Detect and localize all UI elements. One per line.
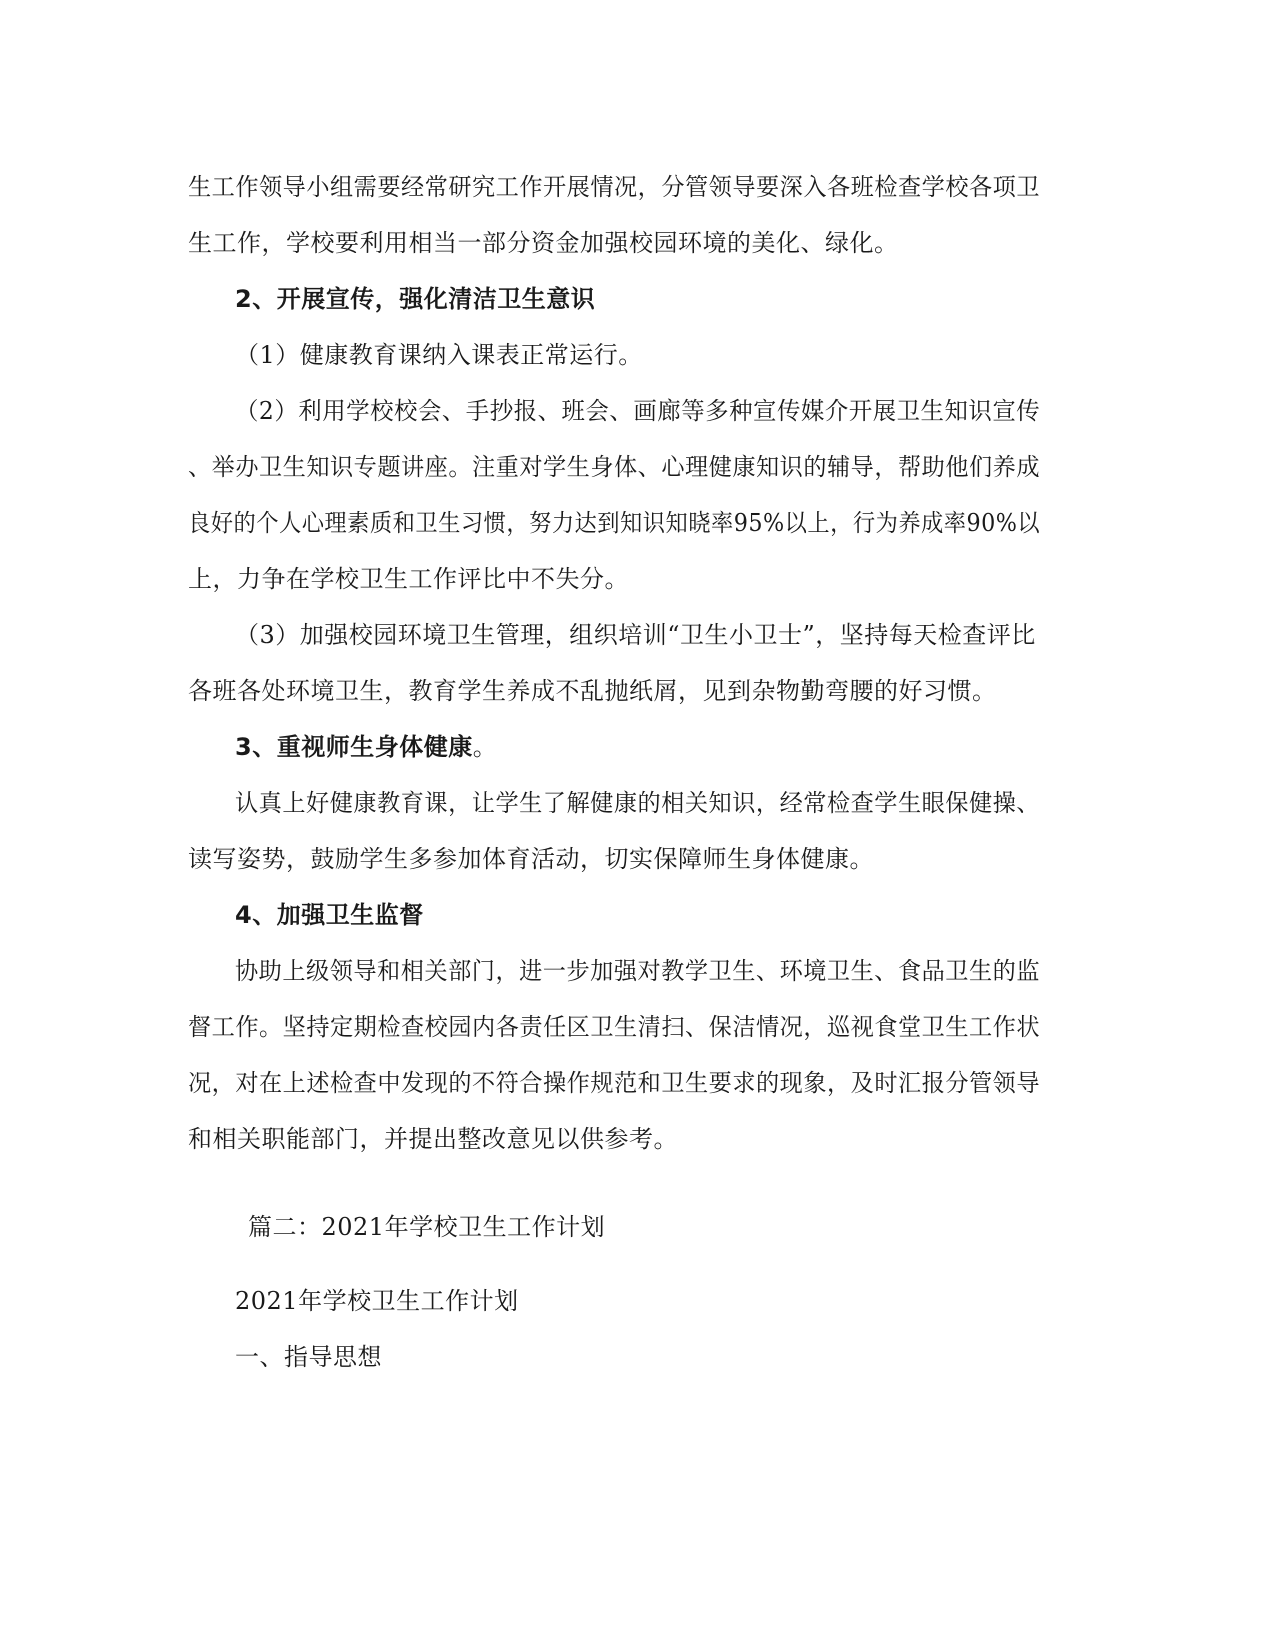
list-item: （1）健康教育课纳入课表正常运行。 (235, 341, 643, 369)
heading-period: 。 (472, 733, 498, 761)
body-line: 协助上级领导和相关部门，进一步加强对教学卫生、环境卫生、食品卫生的监 (235, 957, 1041, 985)
body-line: 上，力争在学校卫生工作评比中不失分。 (188, 565, 629, 593)
body-line: 生工作，学校要利用相当一部分资金加强校园环境的美化、绿化。 (188, 229, 899, 257)
list-item: （3）加强校园环境卫生管理，组织培训“卫生小卫士”，坚持每天检查评比 (235, 621, 1036, 649)
list-item: （2）利用学校校会、手抄报、班会、画廊等多种宣传媒介开展卫生知识宣传 (235, 397, 1041, 425)
section-heading: 4、加强卫生监督 (235, 901, 424, 929)
body-line: 况，对在上述检查中发现的不符合操作规范和卫生要求的现象，及时汇报分管领导 (188, 1069, 1041, 1097)
section-heading: 2、开展宣传，强化清洁卫生意识 (235, 285, 596, 313)
section-heading: 3、重视师生身体健康 (235, 733, 473, 761)
body-line: 各班各处环境卫生，教育学生养成不乱抛纸屑，见到杂物勤弯腰的好习惯。 (188, 677, 997, 705)
body-line: 、举办卫生知识专题讲座。注重对学生身体、心理健康知识的辅导，帮助他们养成 (188, 453, 1041, 481)
body-line: 良好的个人心理素质和卫生习惯，努力达到知识知晓率95%以上，行为养成率90%以 (188, 509, 1041, 537)
body-line: 认真上好健康教育课，让学生了解健康的相关知识，经常检查学生眼保健操、 (235, 789, 1041, 817)
document-title: 2021年学校卫生工作计划 (235, 1287, 519, 1315)
section-heading-row (235, 732, 497, 762)
part-title: 篇二：2021年学校卫生工作计划 (248, 1213, 606, 1241)
body-line: 督工作。坚持定期检查校园内各责任区卫生清扫、保洁情况，巡视食堂卫生工作状 (188, 1013, 1041, 1041)
body-line: 生工作领导小组需要经常研究工作开展情况，分管领导要深入各班检查学校各项卫 (188, 173, 1041, 201)
section-heading: 一、指导思想 (235, 1343, 382, 1371)
body-line: 读写姿势，鼓励学生多参加体育活动，切实保障师生身体健康。 (188, 845, 874, 873)
body-line: 和相关职能部门，并提出整改意见以供参考。 (188, 1125, 678, 1153)
